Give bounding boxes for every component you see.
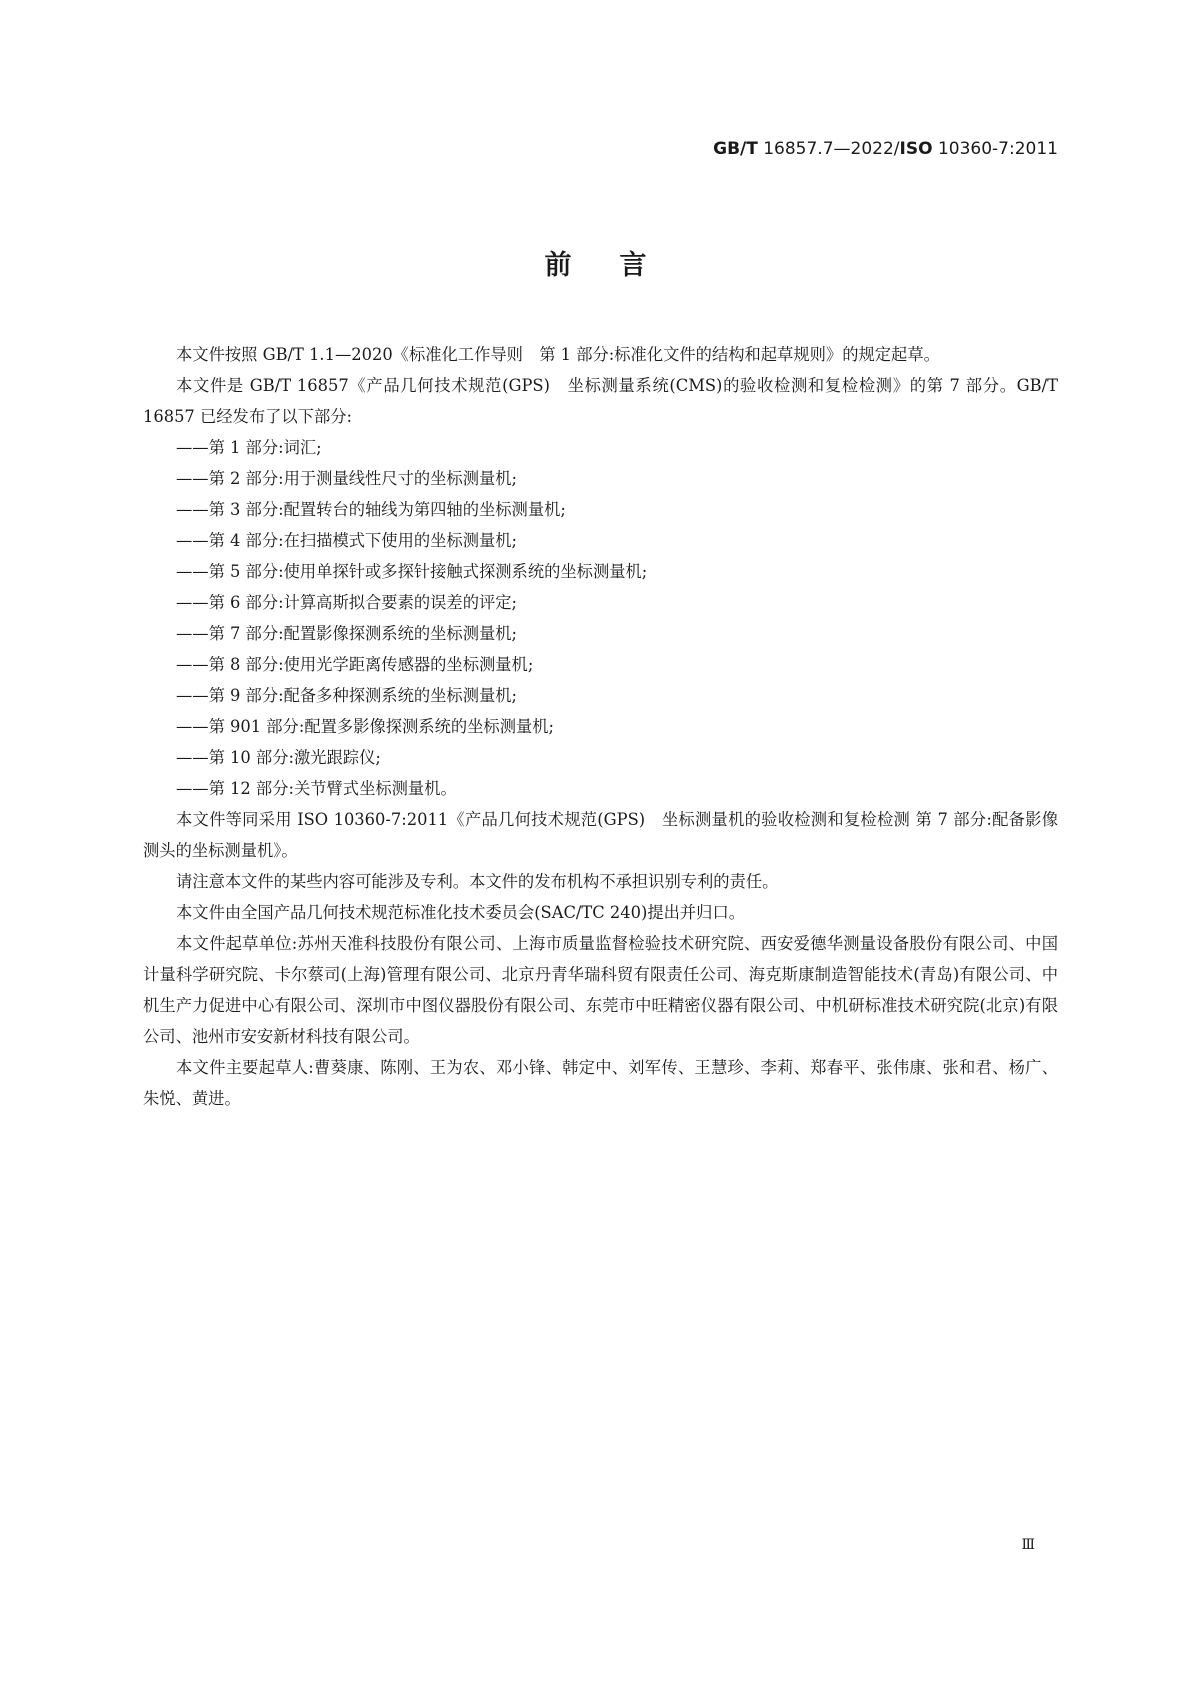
paragraph-patent-notice: 请注意本文件的某些内容可能涉及专利。本文件的发布机构不承担识别专利的责任。	[176, 872, 779, 891]
paragraph-committee: 本文件由全国产品几何技术规范标准化技术委员会(SAC/TC 240)提出并归口。	[176, 903, 746, 922]
standard-code-suffix: 10360-7:2011	[932, 139, 1058, 159]
list-item: ——第 1 部分:词汇;	[176, 438, 322, 457]
list-item: ——第 4 部分:在扫描模式下使用的坐标测量机;	[176, 531, 518, 550]
list-item: ——第 12 部分:关节臂式坐标测量机。	[176, 779, 457, 798]
standard-code-iso: ISO	[899, 139, 933, 159]
list-item: ——第 2 部分:用于测量线性尺寸的坐标测量机;	[176, 469, 518, 488]
page-title: 前言	[544, 250, 695, 281]
paragraph-drafters: 本文件主要起草人:曹葵康、陈刚、王为农、邓小锋、韩定中、刘军传、王慧珍、李莉、郑春平、张伟康、张和君、杨广、朱悦、黄进。	[143, 1058, 1058, 1108]
list-item: ——第 6 部分:计算高斯拟合要素的误差的评定;	[176, 593, 518, 612]
list-item: ——第 901 部分:配置多影像探测系统的坐标测量机;	[176, 717, 555, 736]
standard-code-body: 16857.7—2022/	[757, 139, 900, 159]
foreword-body	[143, 339, 1058, 1114]
standard-code-prefix: GB/T	[713, 139, 758, 159]
paragraph-drafting-units: 本文件起草单位:苏州天准科技股份有限公司、上海市质量监督检验技术研究院、西安爱德华测量设备股份有限公司、中国计量科学研究院、卡尔蔡司(上海)管理有限公司、北京丹青华瑞科贸有限责任公司、海克斯康制造智能技术(青岛)有限公司、中机生产力促进中心有限公司、深圳市中图仪器股份有限公司、东莞市中旺精密仪器有限公司、中机研标准技术研究院(北京)有限公司、池州市安安新材科技有限公司。	[143, 934, 1058, 1046]
standard-code	[713, 139, 1058, 159]
paragraph-drafting-rules: 本文件按照 GB/T 1.1—2020《标准化工作导则 第 1 部分:标准化文件的结构和起草规则》的规定起草。	[176, 345, 940, 364]
list-item: ——第 5 部分:使用单探针或多探针接触式探测系统的坐标测量机;	[176, 562, 648, 581]
list-item: ——第 8 部分:使用光学距离传感器的坐标测量机;	[176, 655, 534, 674]
list-item: ——第 9 部分:配备多种探测系统的坐标测量机;	[176, 686, 518, 705]
list-item: ——第 7 部分:配置影像探测系统的坐标测量机;	[176, 624, 518, 643]
list-item: ——第 3 部分:配置转台的轴线为第四轴的坐标测量机;	[176, 500, 566, 519]
paragraph-series-intro: 本文件是 GB/T 16857《产品几何技术规范(GPS) 坐标测量系统(CMS)的验收检测和复检检测》的第 7 部分。GB/T 16857 已经发布了以下部分:	[143, 376, 1058, 426]
paragraph-iso-adoption: 本文件等同采用 ISO 10360-7:2011《产品几何技术规范(GPS) 坐标测量机的验收检测和复检检测 第 7 部分:配备影像测头的坐标测量机》。	[143, 810, 1058, 860]
page-number: Ⅲ	[1021, 1537, 1035, 1553]
list-item: ——第 10 部分:激光跟踪仪;	[176, 748, 381, 767]
